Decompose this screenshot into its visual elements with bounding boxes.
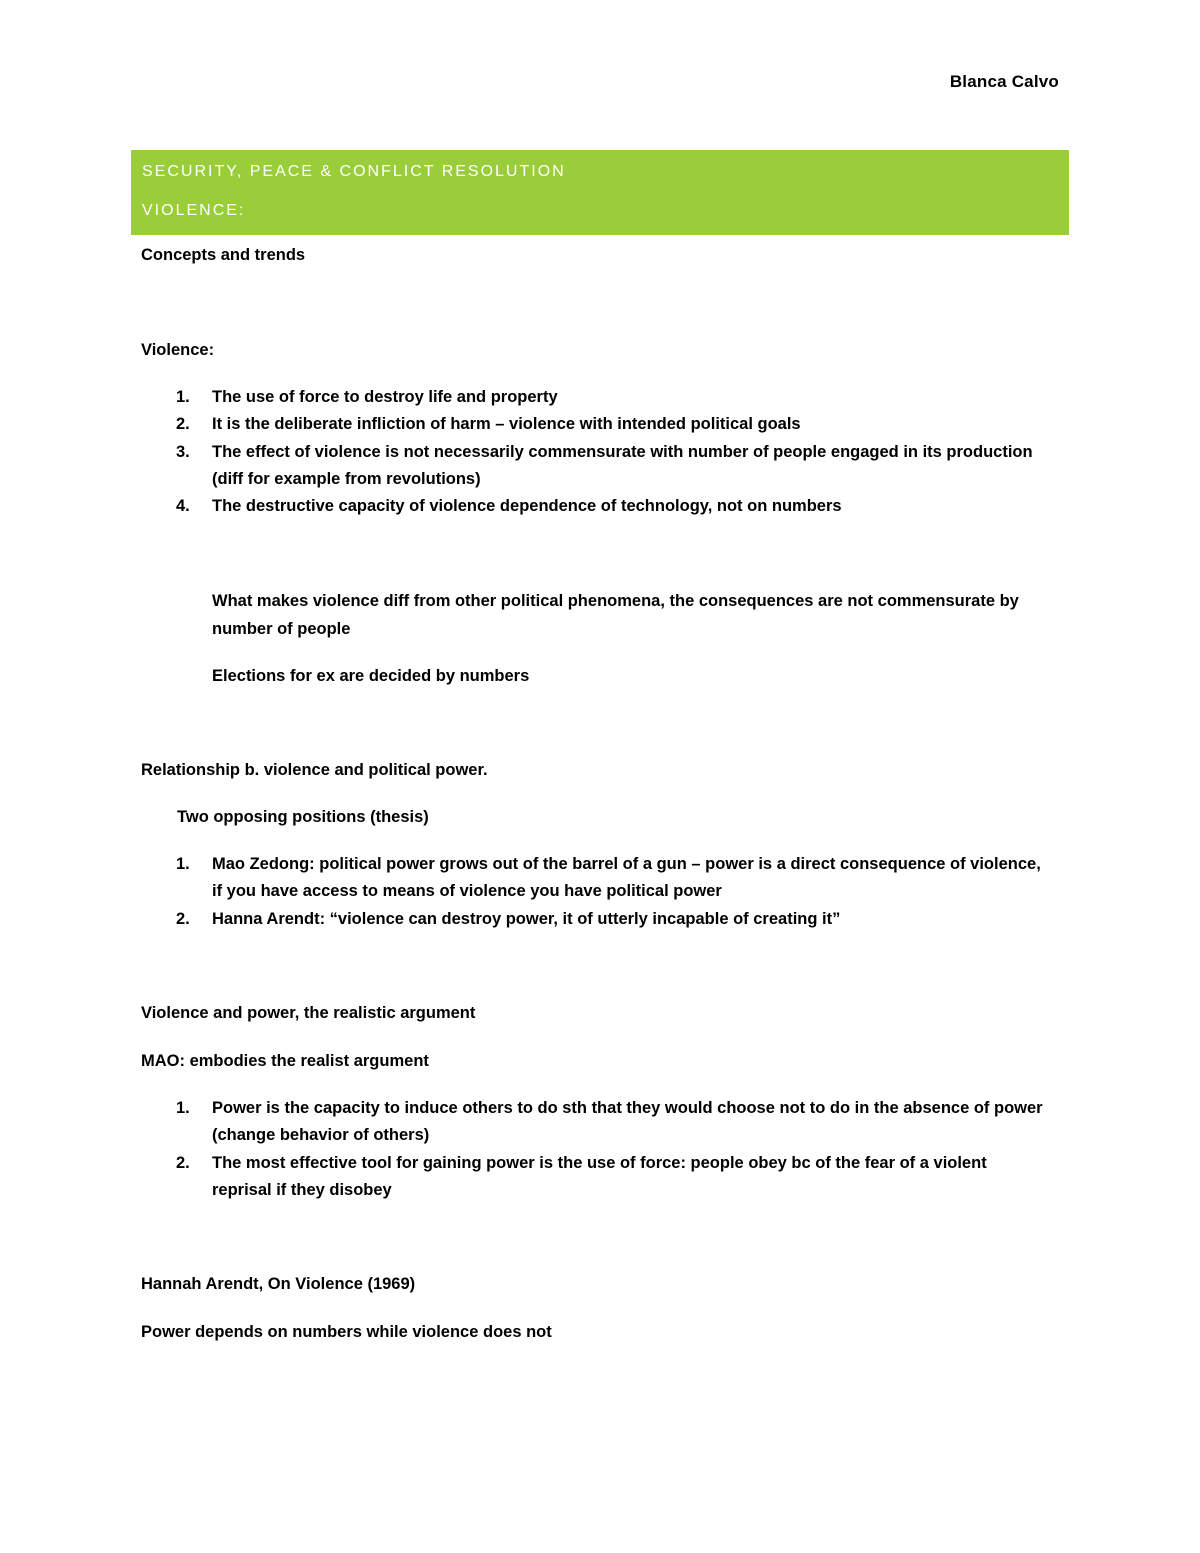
list-item: The destructive capacity of violence dependence of technology, not on numbers: [212, 497, 842, 515]
diff-note-continued: number of people: [212, 620, 351, 638]
violence-heading: Violence:: [141, 341, 215, 359]
list-item-continued: (diff for example from revolutions): [212, 470, 481, 488]
list-item: Mao Zedong: political power grows out of the barrel of a gun – power is a direct consequence of violence,: [212, 855, 1041, 873]
list-number: 2.: [176, 910, 190, 928]
list-item-continued: (change behavior of others): [212, 1126, 430, 1144]
realistic-heading: Violence and power, the realistic argument: [141, 1004, 476, 1022]
list-number: 3.: [176, 443, 190, 461]
list-number: 1.: [176, 1099, 190, 1117]
list-number: 1.: [176, 388, 190, 406]
concepts-heading: Concepts and trends: [141, 246, 306, 264]
list-item: The effect of violence is not necessarily commensurate with number of people engaged in its production: [212, 443, 1033, 461]
list-number: 2.: [176, 415, 190, 433]
list-item: Power is the capacity to induce others to do sth that they would choose not to do in the absence of power: [212, 1099, 1043, 1117]
document-title: SECURITY, PEACE & CONFLICT RESOLUTION: [142, 163, 566, 180]
relationship-heading: Relationship b. violence and political power.: [141, 761, 488, 779]
diff-note: What makes violence diff from other political phenomena, the consequences are not commensurate by: [212, 592, 1019, 610]
opposing-positions: Two opposing positions (thesis): [177, 808, 429, 826]
list-item: The most effective tool for gaining power is the use of force: people obey bc of the fear of a violent: [212, 1154, 987, 1172]
list-number: 4.: [176, 497, 190, 515]
title-banner: [131, 150, 1069, 235]
list-item-continued: if you have access to means of violence you have political power: [212, 882, 722, 900]
list-number: 2.: [176, 1154, 190, 1172]
list-item: Hanna Arendt: “violence can destroy power, it of utterly incapable of creating it”: [212, 910, 841, 928]
section-title: VIOLENCE:: [142, 202, 246, 219]
list-item-continued: reprisal if they disobey: [212, 1181, 392, 1199]
list-number: 1.: [176, 855, 190, 873]
arendt-note: Power depends on numbers while violence does not: [141, 1323, 552, 1341]
author-name: Blanca Calvo: [949, 72, 1059, 91]
list-item: The use of force to destroy life and property: [212, 388, 558, 406]
list-item: It is the deliberate infliction of harm – violence with intended political goals: [212, 415, 801, 433]
arendt-heading: Hannah Arendt, On Violence (1969): [141, 1275, 416, 1293]
elections-note: Elections for ex are decided by numbers: [212, 667, 530, 685]
mao-heading: MAO: embodies the realist argument: [141, 1052, 429, 1070]
